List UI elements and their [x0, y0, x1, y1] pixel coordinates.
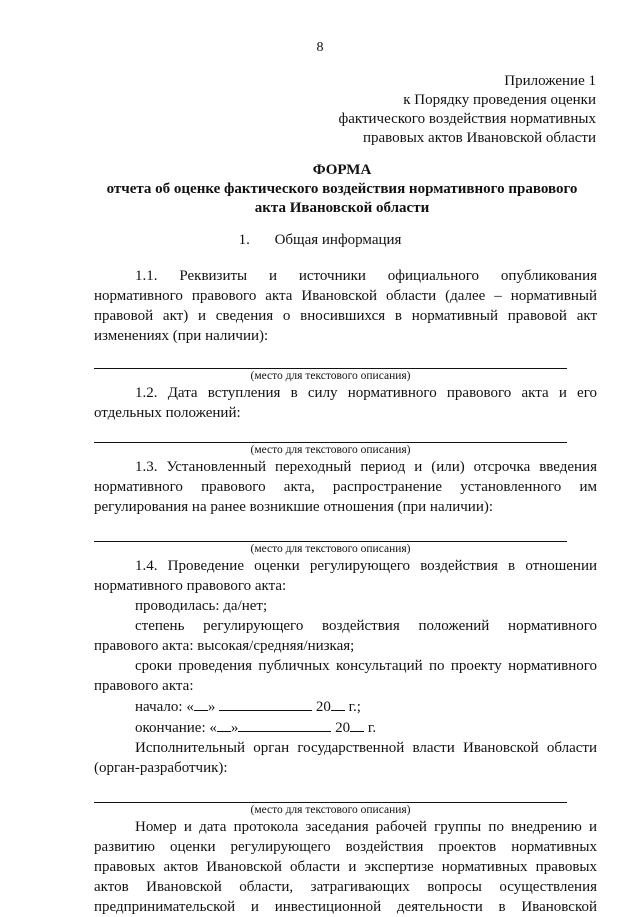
section-title: Общая информация	[274, 232, 402, 248]
paragraph-protocol: Номер и дата протокола заседания рабочей группы по внедрению и развитию оценки регулирующего воздействия проектов нормативных правовых актов Ивановской области и экспертизе нормативных правовых актов Ивановской области, затрагивающих вопросы осуществления предпринимательской и инвестиционной деятельности в Ивановской	[94, 819, 597, 915]
field-hint: (место для текстового описания)	[250, 543, 411, 555]
appendix-line: фактического воздействия нормативных	[338, 111, 596, 127]
start-label: начало: «	[135, 699, 194, 715]
start-mid: »	[207, 699, 216, 715]
section-number: 1.	[238, 232, 250, 248]
form-body	[94, 266, 597, 917]
paragraph-1-2: 1.2. Дата вступления в силу нормативного правового акта и его отдельных положений:	[94, 385, 597, 421]
text-field-line[interactable]	[94, 350, 567, 369]
start-day-field[interactable]	[194, 696, 208, 711]
start-date-row	[94, 696, 597, 717]
start-month-field[interactable]	[219, 696, 312, 711]
end-mid: »	[230, 720, 239, 736]
start-year: 20	[315, 699, 331, 715]
title-line: отчета об оценке фактического воздействия нормативного правового	[106, 181, 578, 197]
title-line: ФОРМА	[312, 162, 372, 178]
paragraph-1-4: 1.4. Проведение оценки регулирующего воздействия в отношении нормативного правового акта:	[94, 558, 597, 594]
end-date-row	[94, 717, 597, 738]
start-end: г.;	[348, 699, 361, 715]
end-month-field[interactable]	[238, 717, 331, 732]
appendix-line: Приложение 1	[504, 73, 596, 89]
section-heading	[0, 230, 640, 250]
terms-line: сроки проведения публичных консультаций по проекту нормативного правового акта:	[94, 658, 597, 694]
title-line: акта Ивановской области	[254, 200, 430, 216]
form-title	[82, 160, 602, 217]
degree-line: степень регулирующего воздействия положений нормативного правового акта: высокая/средняя/низкая;	[94, 618, 597, 654]
appendix-line: к Порядку проведения оценки	[403, 92, 596, 108]
end-year-field[interactable]	[350, 717, 364, 732]
field-hint: (место для текстового описания)	[250, 370, 411, 382]
paragraph-1-3: 1.3. Установленный переходный период и (или) отсрочка введения нормативного правового акта, распространение установленного им регулирования на ранее возникшие отношения (при наличии):	[94, 459, 597, 515]
text-field-line[interactable]	[94, 523, 567, 542]
appendix-header	[339, 71, 597, 147]
conducted-line: проводилась: да/нет;	[135, 598, 268, 614]
appendix-line: правовых актов Ивановской области	[362, 130, 596, 146]
paragraph-1-1: 1.1. Реквизиты и источники официального опубликования нормативного правового акта Ивановской области (далее – нормативный правовой акт) и сведения о вносившихся в нормативный правовой акт изменениях (при наличии):	[94, 268, 597, 344]
page-number: 8	[316, 40, 324, 55]
end-label: окончание: «	[135, 720, 217, 736]
field-hint: (место для текстового описания)	[250, 804, 411, 816]
start-year-field[interactable]	[331, 696, 345, 711]
end-year: 20	[335, 720, 351, 736]
text-field-line[interactable]	[94, 424, 567, 443]
end-day-field[interactable]	[217, 717, 231, 732]
field-hint: (место для текстового описания)	[250, 444, 411, 456]
paragraph-developer: Исполнительный орган государственной власти Ивановской области (орган-разработчик):	[94, 740, 597, 776]
text-field-line[interactable]	[94, 784, 567, 803]
end-end: г.	[367, 720, 377, 736]
